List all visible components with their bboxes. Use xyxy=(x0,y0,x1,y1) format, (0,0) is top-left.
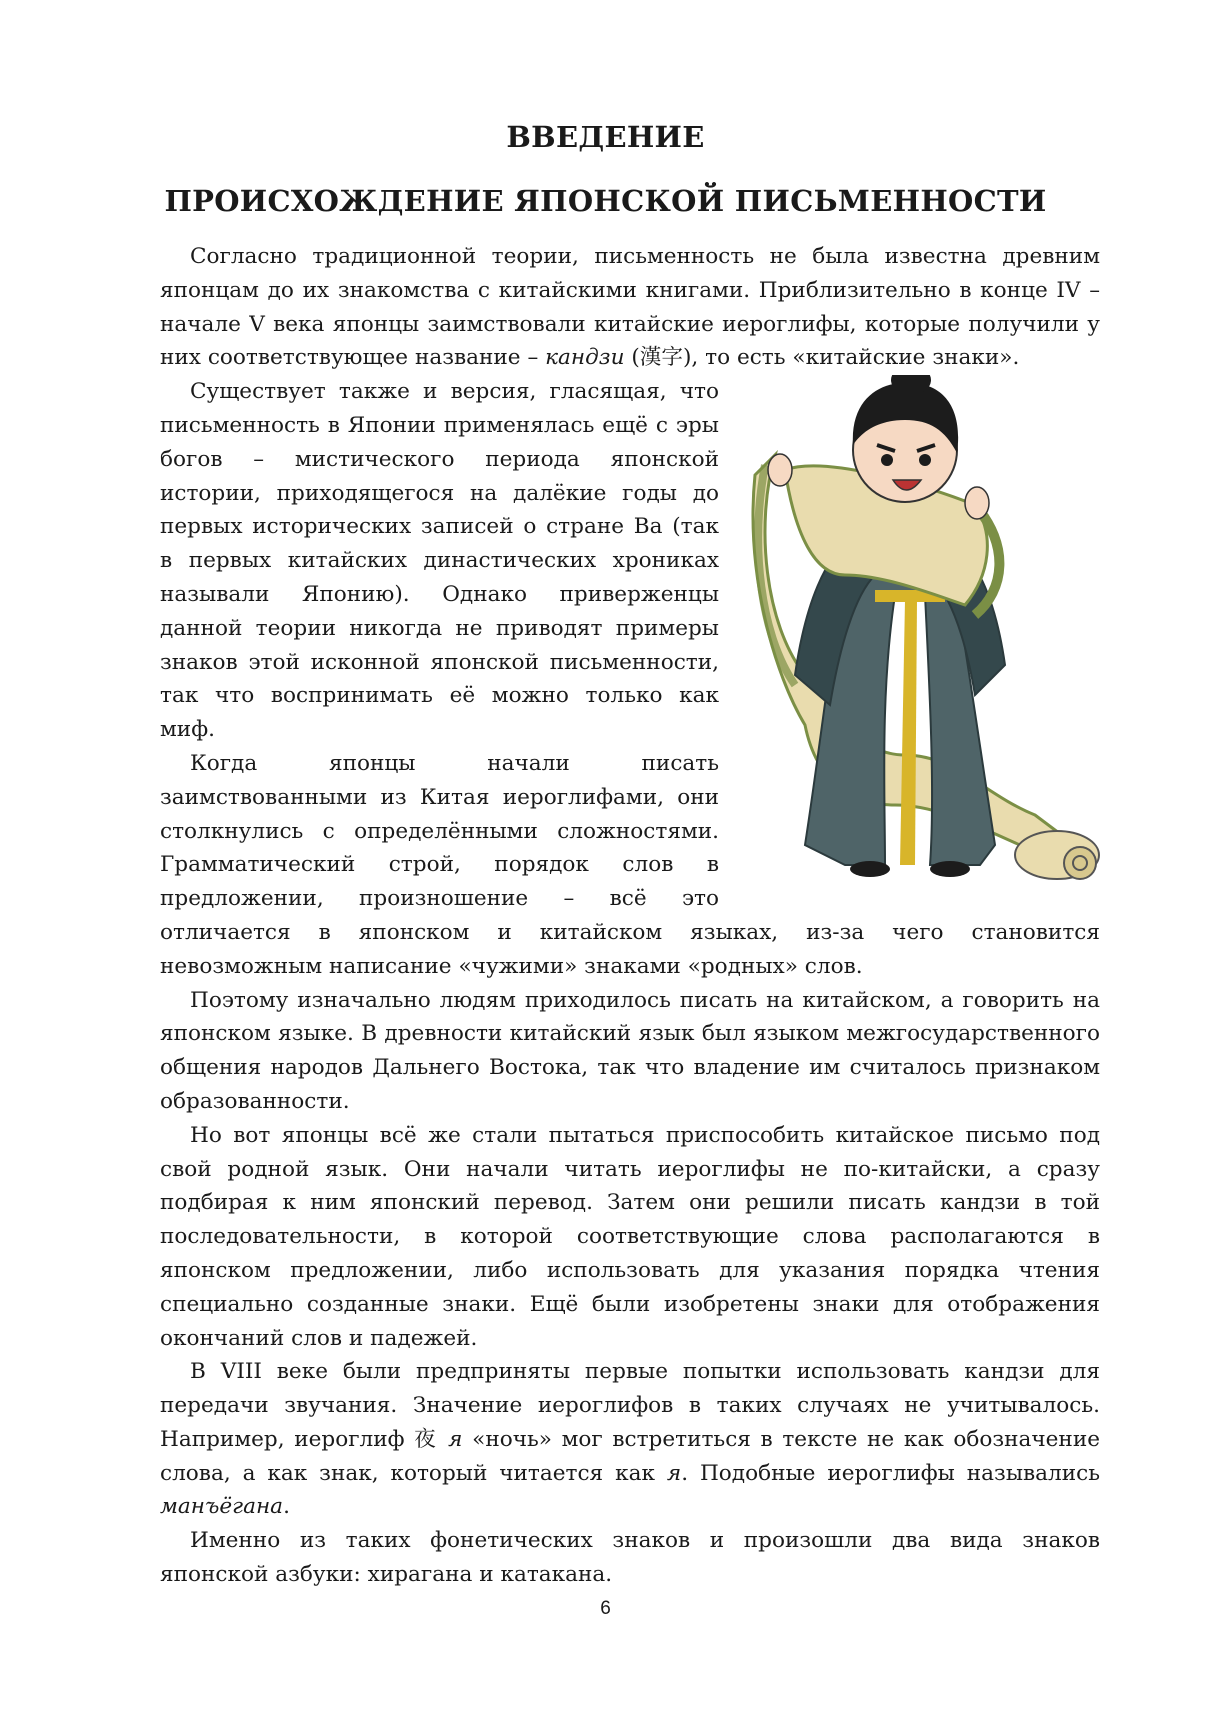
term-kanji: кандзи xyxy=(545,345,625,371)
chapter-subtitle: ПРОИСХОЖДЕНИЕ ЯПОНСКОЙ ПИСЬМЕННОСТИ xyxy=(164,184,1047,218)
term-ya-reading: я xyxy=(666,1460,682,1486)
scholar-illustration-svg xyxy=(735,375,1100,885)
page-number: 6 xyxy=(600,1598,611,1619)
scholar-with-scroll-illustration xyxy=(735,375,1100,885)
paragraph-7: Именно из таких фонетических знаков и произошли два вида знаков японской азбуки: хирагана и катакана. xyxy=(160,1528,1100,1588)
term-ya: я xyxy=(448,1426,463,1452)
paragraph-5: Но вот японцы всё же стали пытаться приспособить китайское письмо под свой родной язык. Они начали читать иероглифы не по-китайски, а сразу подбирая к ним японский перевод. Затем они решили писать кандзи в той последовательности, в которой соответствующие слова располагаются в японском предложении, либо использовать для указания порядка чтения специально созданные знаки. Ещё были изобретены знаки для отображения окончаний слов и падежей. xyxy=(160,1122,1100,1351)
paragraph-6: В VIII веке были предприняты первые попытки использовать кандзи для передачи звучания. Значение иероглифов в таких случаях не учитывалось. Например, иероглиф 夜 я «ночь» мог встретиться в тексте не как обозначение слова, а как знак, который читается как я. Подобные иероглифы назывались манъёгана. xyxy=(160,1359,1100,1520)
term-manyogana: манъёгана xyxy=(160,1494,284,1520)
paragraph-1: Согласно традиционной теории, письменность не была известна древним японцам до их знакомства с китайскими книгами. Приблизительно в конце IV – начале V века японцы заимствовали китайские иероглифы, которые получили у них соответствующее название – кандзи (漢字), то есть «китайские знаки». xyxy=(160,244,1100,371)
chapter-title: ВВЕДЕНИЕ xyxy=(506,120,705,154)
paragraph-2: Существует также и версия, гласящая, что письменность в Японии применялась ещё с эры богов – мистического периода японской истории, приходящегося на далёкие годы до первых исторических записей о стране Ва (так в первых китайских династических хрониках называли Японию). Однако приверженцы данной теории никогда не приводят примеры знаков этой исконной японской письменности, так что воспринимать её можно только как миф. xyxy=(160,379,719,743)
body-text xyxy=(160,240,1100,1592)
paragraph-3: Когда японцы начали писать заимствованными из Китая иероглифами, они столкнулись с определёнными сложностями. Грамматический строй, порядок слов в предложении, произношение – всё это отличается в японском и китайском языках, из-за чего становится невозможным написание «чужими» знаками «родных» слов. xyxy=(160,750,1100,979)
paragraph-4: Поэтому изначально людям приходилось писать на китайском, а говорить на японском языке. В древности китайский язык был языком межгосударственного общения народов Дальнего Востока, так что владение им считалось признаком образованности. xyxy=(160,987,1100,1114)
